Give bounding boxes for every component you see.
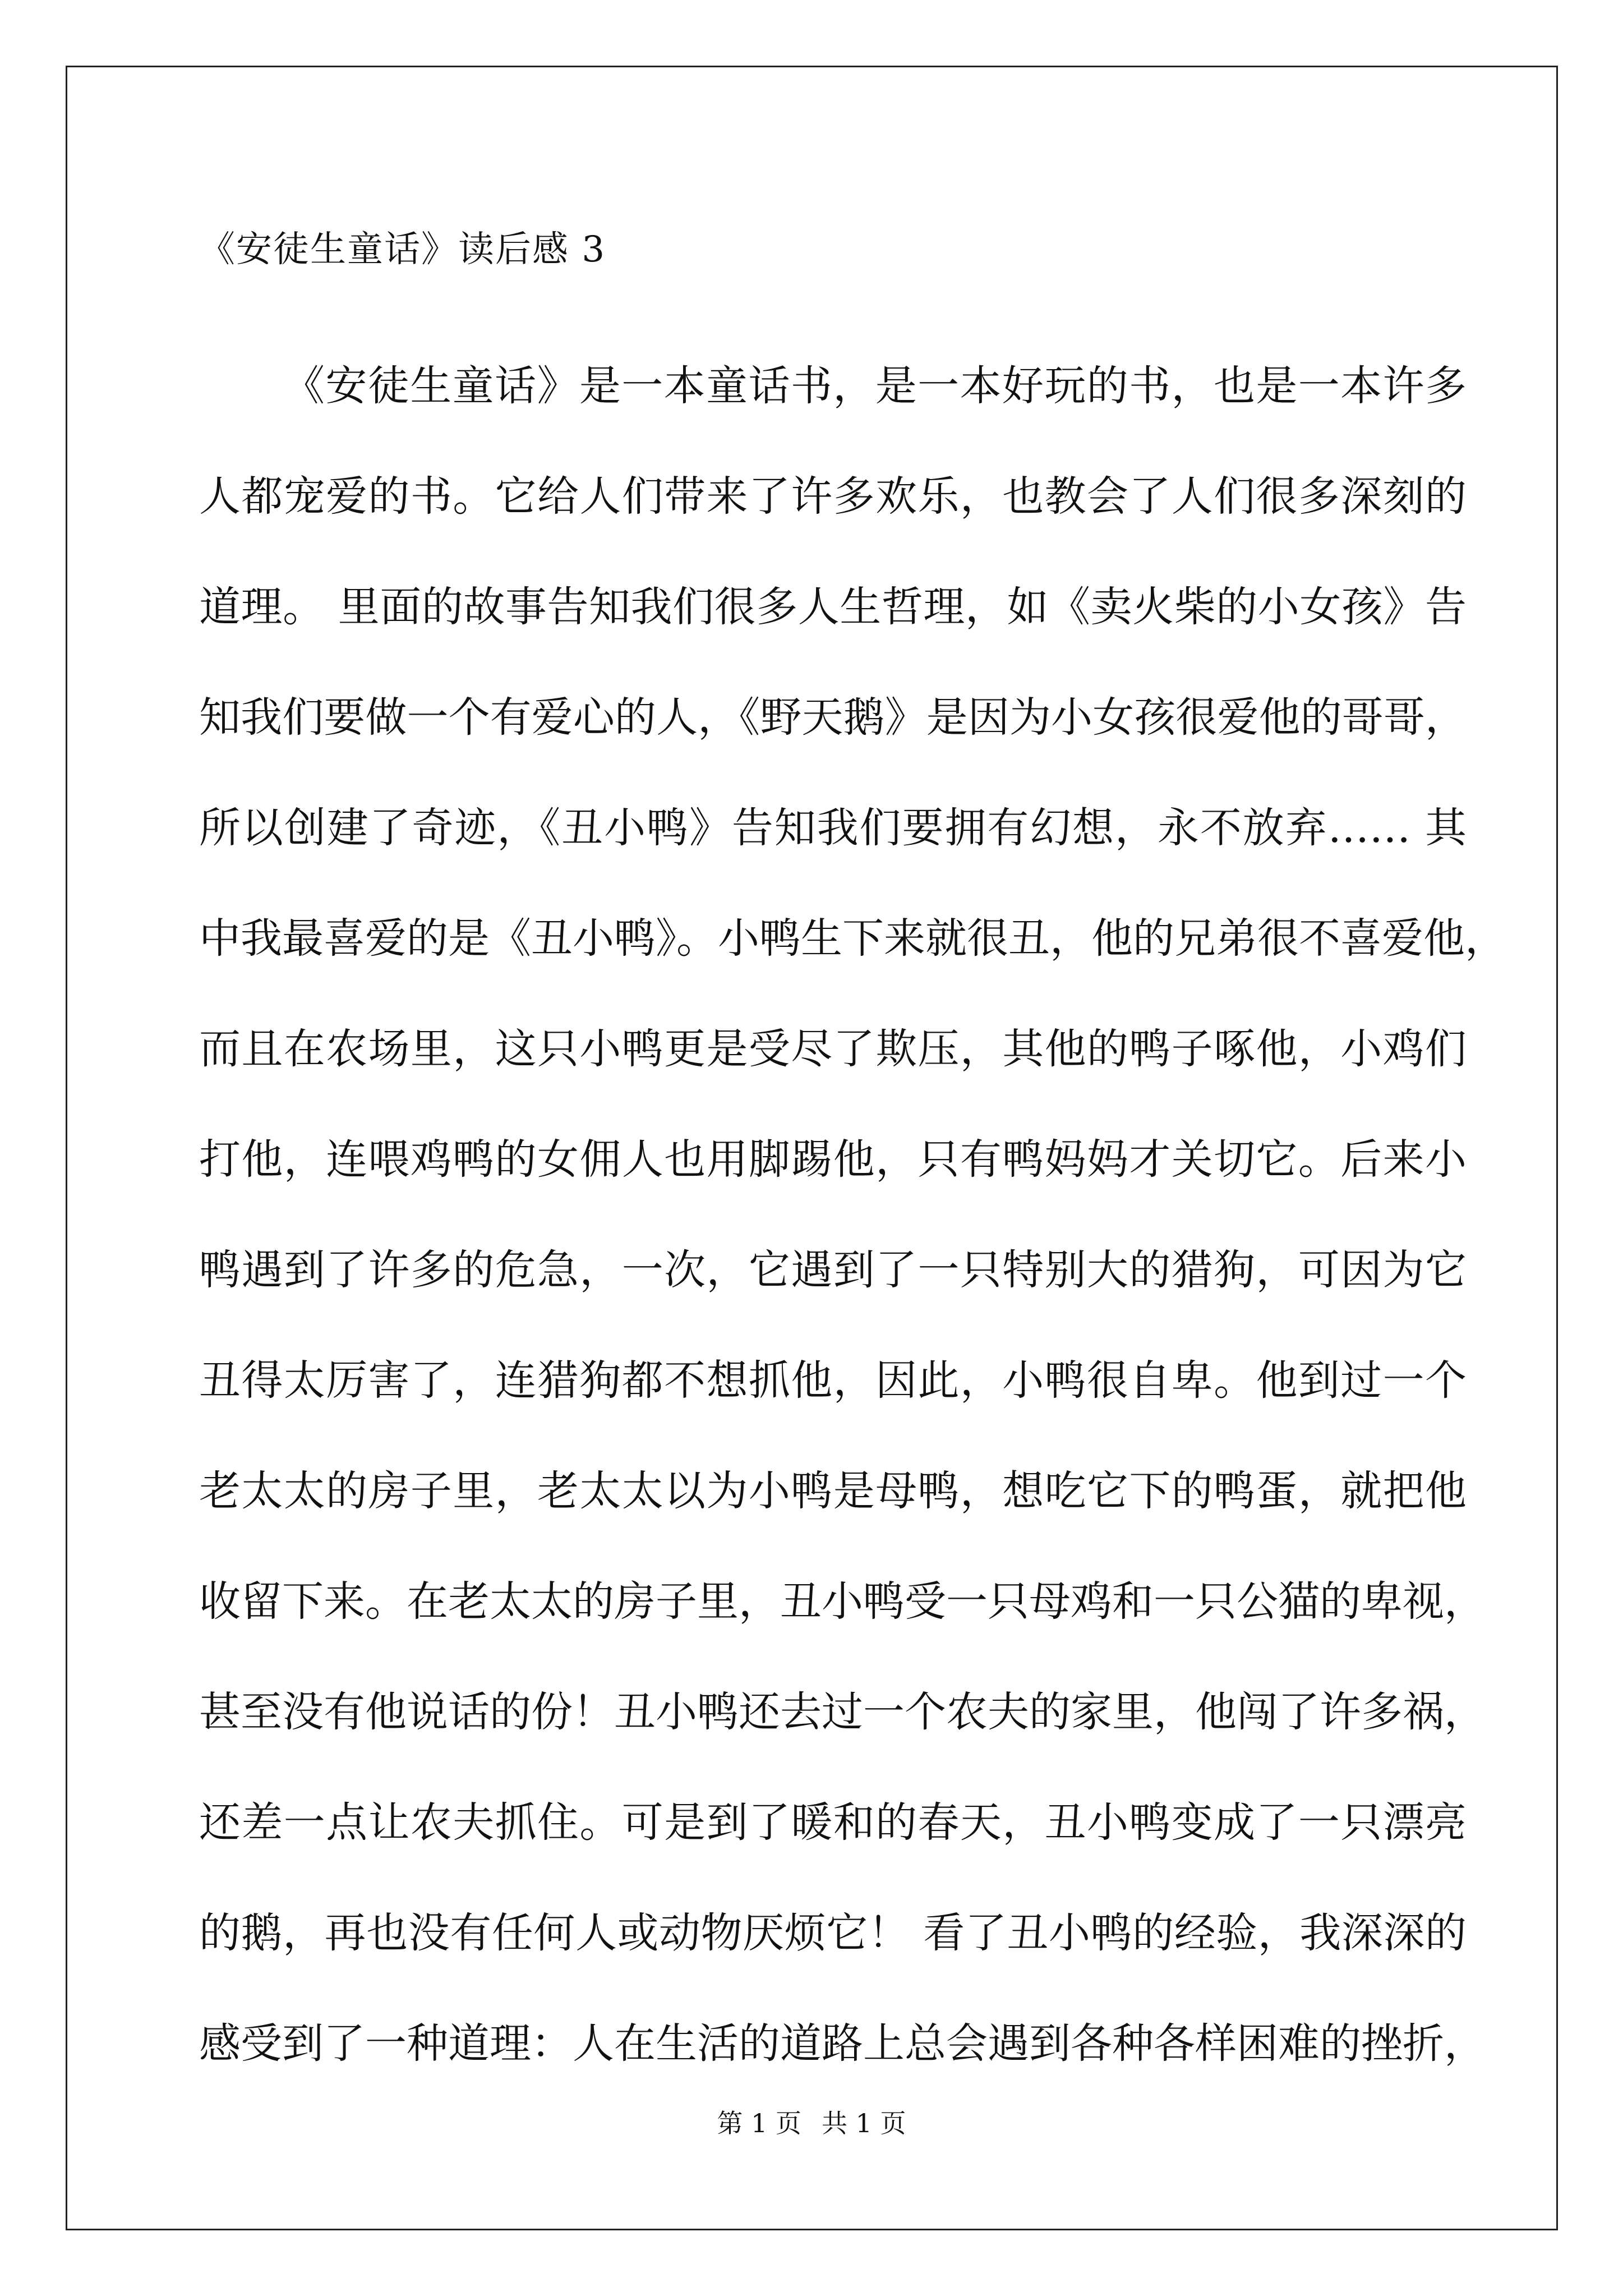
body-line: 甚至没有他说话的份！丑小鸭还去过一个农夫的家里，他闯了许多祸， (199, 1688, 1486, 1736)
body-line: 知我们要做一个有爱心的人，《野天鹅》是因为小女孩很爱他的哥哥， (199, 693, 1467, 742)
body-line: 打他，连喂鸡鸭的女佣人也用脚踢他，只有鸭妈妈才关切它。后来小 (199, 1135, 1467, 1184)
body-line: 所以创建了奇迹，《丑小鸭》告知我们要拥有幻想，永不放弃…… 其 (199, 804, 1467, 852)
body-line: 的鹅，再也没有任何人或动物厌烦它！ 看了丑小鸭的经验，我深深的 (199, 1909, 1467, 1957)
body-line: 还差一点让农夫抓住。可是到了暖和的春天，丑小鸭变成了一只漂亮 (199, 1798, 1467, 1847)
body-line: 《安徒生童话》是一本童话书，是一本好玩的书，也是一本许多 (283, 362, 1467, 410)
body-line: 老太太的房子里，老太太以为小鸭是母鸭，想吃它下的鸭蛋，就把他 (199, 1467, 1467, 1515)
page-number: 第 1 页 (717, 2108, 801, 2138)
body-line: 感受到了一种道理：人在生活的道路上总会遇到各种各样困难的挫折， (199, 2019, 1486, 2068)
page-total: 共 1 页 (822, 2108, 906, 2138)
body-line: 收留下来。在老太太的房子里，丑小鸭受一只母鸡和一只公猫的卑视， (199, 1577, 1486, 1626)
body-line: 人都宠爱的书。它给人们带来了许多欢乐，也教会了人们很多深刻的 (199, 472, 1467, 521)
body-line: 中我最喜爱的是《丑小鸭》。小鸭生下来就很丑，他的兄弟很不喜爱他， (199, 914, 1506, 963)
body-line: 鸭遇到了许多的危急，一次，它遇到了一只特别大的猎狗，可因为它 (199, 1246, 1467, 1294)
page-footer (0, 2106, 1623, 2140)
body-line: 而且在农场里，这只小鸭更是受尽了欺压，其他的鸭子啄他，小鸡们 (199, 1025, 1467, 1073)
body-line: 丑得太厉害了，连猎狗都不想抓他，因此，小鸭很自卑。他到过一个 (199, 1356, 1467, 1405)
document-body (199, 331, 1506, 2099)
document-title: 《安徒生童话》读后感 3 (199, 229, 606, 270)
body-line: 道理。 里面的故事告知我们很多人生哲理，如《卖火柴的小女孩》告 (199, 583, 1467, 631)
